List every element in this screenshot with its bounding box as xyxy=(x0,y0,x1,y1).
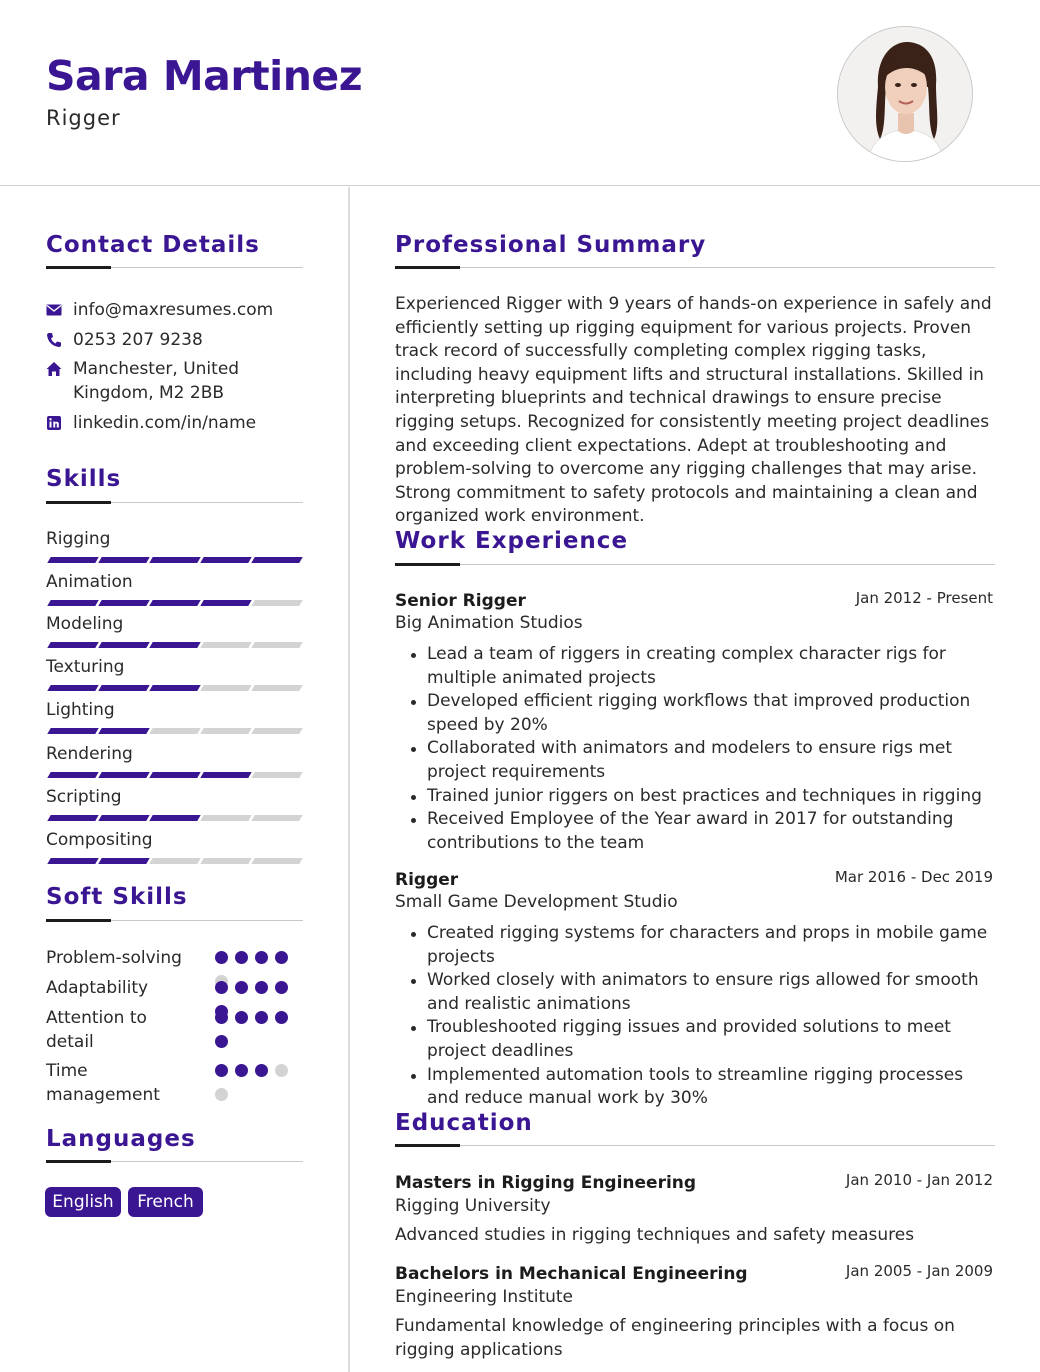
rating-dot xyxy=(235,1011,248,1024)
section-rule xyxy=(395,267,995,268)
skill-level-segment xyxy=(251,685,302,691)
skill-level-segment xyxy=(98,642,149,648)
skill-label: Rigging xyxy=(46,529,111,549)
contact-address-text xyxy=(73,357,239,405)
skill-level-segment xyxy=(251,600,302,606)
skill-level-bar xyxy=(46,858,302,864)
job-bullet: Implemented automation tools to streamline rigging processes and reduce manual work by 30% xyxy=(405,1064,1000,1111)
language-tag: French xyxy=(128,1187,203,1217)
soft-skill-label xyxy=(46,1059,196,1107)
job-bullet: Trained junior riggers on best practices and techniques in rigging xyxy=(405,785,1000,809)
skill-level-segment xyxy=(149,815,200,821)
skill-level-bar xyxy=(46,642,302,648)
soft-skill-label-line: Time xyxy=(46,1061,88,1081)
skill-level-segment xyxy=(47,557,98,563)
portrait-image xyxy=(838,27,973,162)
skill-level-segment xyxy=(200,728,251,734)
job-bullets xyxy=(405,922,1000,1111)
section-accent xyxy=(395,1144,460,1147)
skill-level-segment xyxy=(251,815,302,821)
skills-section-title: Skills xyxy=(46,466,122,492)
skill-level-segment xyxy=(251,642,302,648)
job-bullet: Lead a team of riggers in creating complex character rigs for multiple animated projects xyxy=(405,643,1000,690)
candidate-name: Sara Martinez xyxy=(46,52,363,100)
education-school: Engineering Institute xyxy=(395,1287,574,1307)
rating-dot xyxy=(275,1011,288,1024)
skill-level-segment xyxy=(200,557,251,563)
soft-skill-label-line: management xyxy=(46,1085,160,1105)
skill-level-bar xyxy=(46,728,302,734)
job-bullet: Created rigging systems for characters and props in mobile game projects xyxy=(405,922,1000,969)
linkedin-icon xyxy=(46,411,73,435)
candidate-role: Rigger xyxy=(46,106,121,130)
rating-dot xyxy=(215,1011,228,1024)
skill-level-segment xyxy=(149,858,200,864)
soft-skill-label-line: Problem-solving xyxy=(46,948,182,968)
skill-level-segment xyxy=(98,815,149,821)
job-title: Rigger xyxy=(395,870,459,890)
skill-level-segment xyxy=(98,557,149,563)
skill-level-segment xyxy=(98,772,149,778)
skill-level-segment xyxy=(98,728,149,734)
rating-dot xyxy=(255,981,268,994)
job-bullet: Troubleshooted rigging issues and provided solutions to meet project deadlines xyxy=(405,1016,1000,1063)
rating-dot xyxy=(215,951,228,964)
contact-section-title: Contact Details xyxy=(46,232,260,258)
skill-level-segment xyxy=(47,600,98,606)
resume-header xyxy=(0,0,1040,186)
contact-linkedin-text: linkedin.com/in/name xyxy=(73,413,257,433)
rating-dot xyxy=(215,1088,228,1101)
skill-level-segment xyxy=(251,728,302,734)
skill-level-segment xyxy=(98,858,149,864)
skill-level-segment xyxy=(200,600,251,606)
skill-label: Animation xyxy=(46,572,133,592)
rating-dot xyxy=(275,981,288,994)
column-divider xyxy=(348,187,350,1372)
home-icon xyxy=(46,357,73,381)
contact-email-text: info@maxresumes.com xyxy=(73,300,274,320)
education-school: Rigging University xyxy=(395,1196,551,1216)
skill-label: Texturing xyxy=(46,657,125,677)
skill-level-segment xyxy=(200,772,251,778)
skill-level-segment xyxy=(47,772,98,778)
skill-level-segment xyxy=(98,685,149,691)
job-bullet: Developed efficient rigging workflows that improved production speed by 20% xyxy=(405,690,1000,737)
job-date: Jan 2012 - Present xyxy=(855,589,993,607)
work-section-title: Work Experience xyxy=(395,528,629,554)
skill-level-bar xyxy=(46,685,302,691)
phone-icon xyxy=(46,328,73,352)
job-bullet: Collaborated with animators and modelers to ensure rigs met project requirements xyxy=(405,737,1000,784)
education-description: Fundamental knowledge of engineering principles with a focus on rigging applications xyxy=(395,1316,955,1360)
job-bullet: Received Employee of the Year award in 2017 for outstanding contributions to the team xyxy=(405,808,1000,855)
skill-level-segment xyxy=(200,858,251,864)
skill-level-segment xyxy=(200,642,251,648)
education-description: Advanced studies in rigging techniques and safety measures xyxy=(395,1225,915,1245)
soft-skill-label xyxy=(46,1006,196,1054)
skill-label: Scripting xyxy=(46,787,122,807)
envelope-icon xyxy=(46,298,73,322)
soft-skill-label-line: Attention to xyxy=(46,1008,147,1028)
section-accent xyxy=(395,266,460,269)
section-accent xyxy=(46,1160,111,1163)
job-organization: Big Animation Studios xyxy=(395,613,583,633)
skill-level-segment xyxy=(200,815,251,821)
skill-level-segment xyxy=(200,685,251,691)
soft-skill-label xyxy=(46,946,196,970)
contact-phone-text: 0253 207 9238 xyxy=(73,330,203,350)
address-line-1: Manchester, United xyxy=(73,359,240,379)
job-date: Mar 2016 - Dec 2019 xyxy=(834,868,993,886)
rating-dot xyxy=(215,981,228,994)
rating-dot xyxy=(235,951,248,964)
skill-level-segment xyxy=(47,642,98,648)
rating-dot xyxy=(235,1064,248,1077)
contact-linkedin[interactable] xyxy=(46,411,256,435)
education-degree: Bachelors in Mechanical Engineering xyxy=(395,1264,748,1284)
summary-text: Experienced Rigger with 9 years of hands-on experience in safely and efficiently setting up rigging equipment for various projects. Proven track record of successfully completing complex rigging tasks, including heavy equipment lifts and structural installations. Skilled in interpreting blueprints and technical drawings to ensure precise rigging setups. Recognized for consistently meeting project deadlines and exceeding client expectations. Adept at troubleshooting and problem-solving to overcome any rigging challenges that may arise. Strong commitment to safety protocols and maintaining a clean and organized work environment. xyxy=(395,294,992,527)
language-tag: English xyxy=(45,1187,121,1217)
skill-level-bar xyxy=(46,815,302,821)
skill-level-segment xyxy=(149,600,200,606)
skill-level-bar xyxy=(46,557,302,563)
skill-level-segment xyxy=(98,600,149,606)
skill-level-segment xyxy=(251,557,302,563)
skill-level-segment xyxy=(47,728,98,734)
section-accent xyxy=(395,563,460,566)
skill-level-segment xyxy=(149,557,200,563)
skill-label: Compositing xyxy=(46,830,153,850)
education-date: Jan 2010 - Jan 2012 xyxy=(845,1171,993,1189)
section-rule xyxy=(395,1145,995,1146)
job-bullet: Worked closely with animators to ensure rigs allowed for smooth and realistic animations xyxy=(405,969,1000,1016)
rating-dot xyxy=(275,951,288,964)
skill-level-segment xyxy=(47,815,98,821)
contact-address xyxy=(46,357,239,405)
contact-email[interactable] xyxy=(46,298,273,322)
skill-level-bar xyxy=(46,772,302,778)
section-rule xyxy=(395,564,995,565)
education-degree: Masters in Rigging Engineering xyxy=(395,1173,697,1193)
skill-level-segment xyxy=(149,685,200,691)
rating-dot xyxy=(255,951,268,964)
rating-dot xyxy=(275,1064,288,1077)
soft-skill-label xyxy=(46,976,196,1000)
skill-level-segment xyxy=(47,685,98,691)
soft-skill-label-line: detail xyxy=(46,1032,94,1052)
soft-skill-label-line: Adaptability xyxy=(46,978,149,998)
section-accent xyxy=(46,266,111,269)
rating-dot xyxy=(215,1064,228,1077)
skill-level-bar xyxy=(46,600,302,606)
section-accent xyxy=(46,919,111,922)
skill-level-segment xyxy=(251,772,302,778)
soft-skills-section-title: Soft Skills xyxy=(46,884,188,910)
rating-dot xyxy=(255,1064,268,1077)
job-title: Senior Rigger xyxy=(395,591,526,611)
education-section-title: Education xyxy=(395,1110,533,1136)
summary-section-title: Professional Summary xyxy=(395,232,707,258)
skill-level-segment xyxy=(47,858,98,864)
rating-dot xyxy=(235,981,248,994)
profile-photo xyxy=(837,26,973,162)
skill-label: Modeling xyxy=(46,614,124,634)
rating-dot xyxy=(255,1011,268,1024)
contact-phone[interactable] xyxy=(46,328,203,352)
skill-level-segment xyxy=(149,772,200,778)
languages-section-title: Languages xyxy=(46,1126,196,1152)
skill-level-segment xyxy=(149,642,200,648)
education-date: Jan 2005 - Jan 2009 xyxy=(845,1262,993,1280)
section-accent xyxy=(46,501,111,504)
job-organization: Small Game Development Studio xyxy=(395,892,678,912)
rating-dot xyxy=(215,1035,228,1048)
job-bullets xyxy=(405,643,1000,855)
skill-level-segment xyxy=(251,858,302,864)
skill-level-segment xyxy=(149,728,200,734)
skill-label: Rendering xyxy=(46,744,133,764)
address-line-2: Kingdom, M2 2BB xyxy=(73,383,225,403)
skill-label: Lighting xyxy=(46,700,115,720)
